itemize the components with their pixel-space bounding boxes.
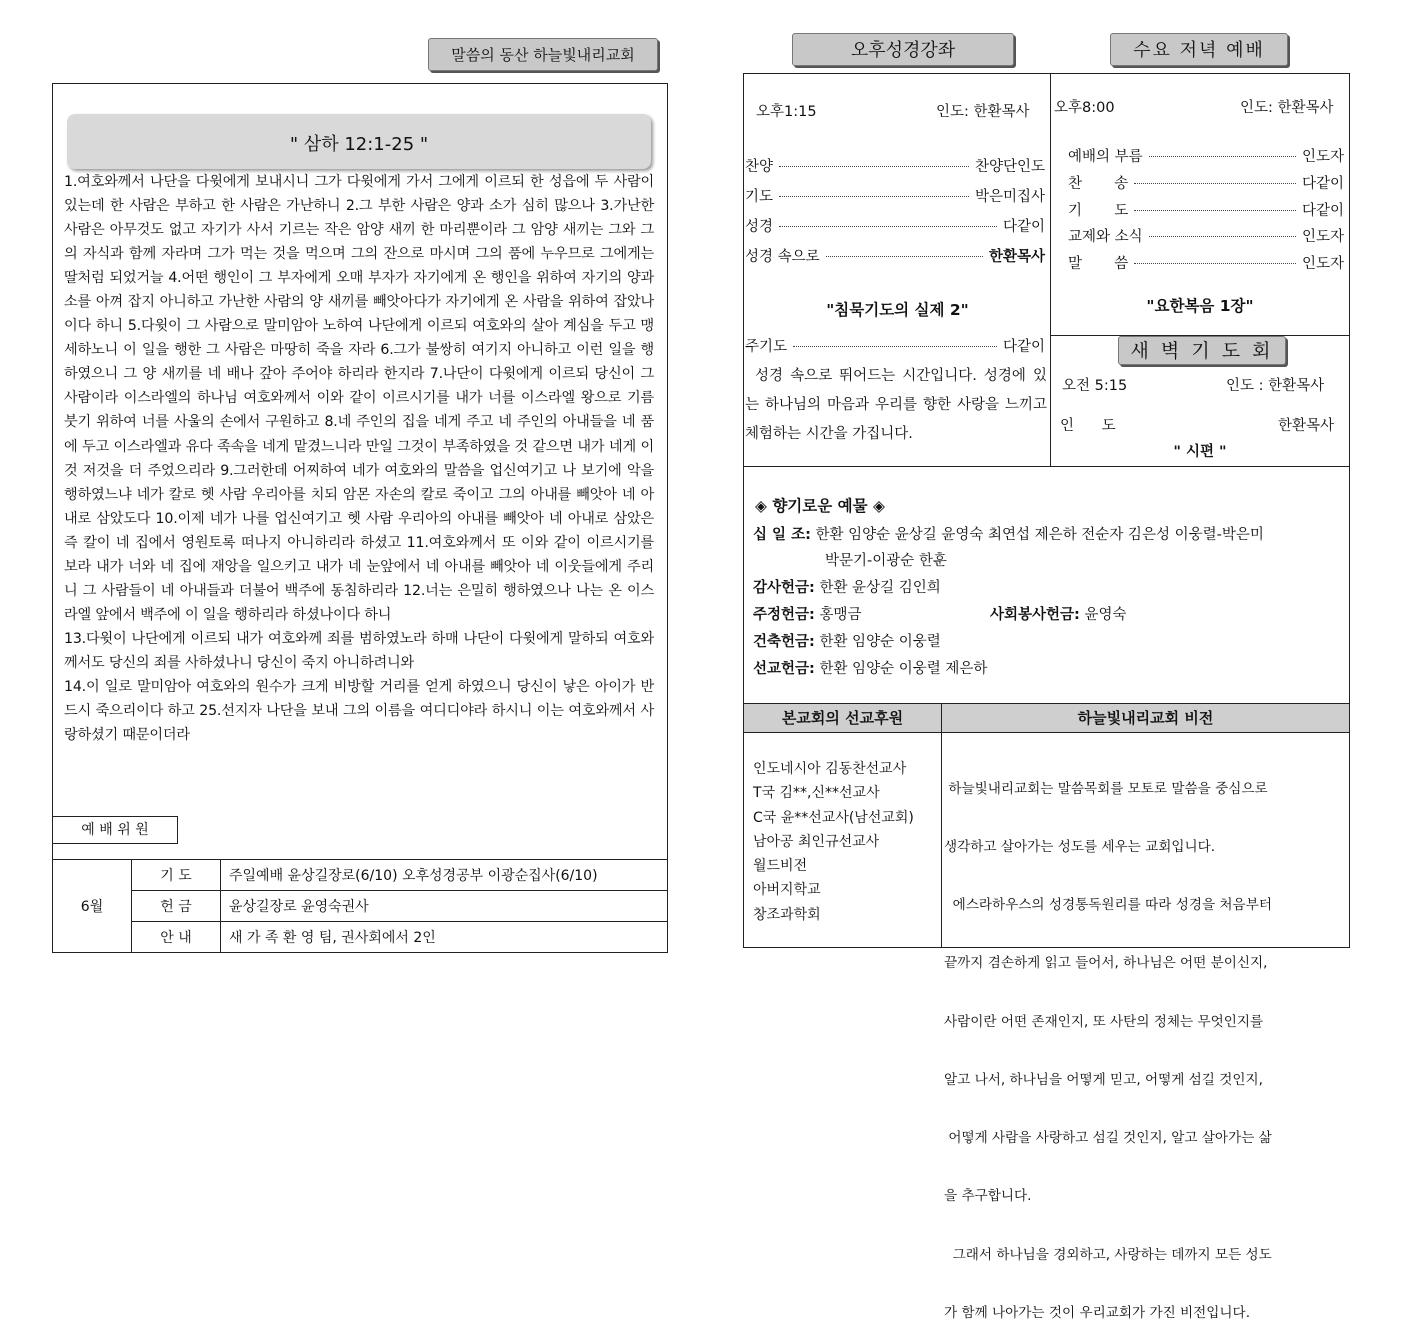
afternoon-sermon: "침묵기도의 실제 2" bbox=[826, 301, 969, 319]
dawn-title-pill bbox=[1118, 336, 1286, 365]
scripture-text bbox=[64, 170, 654, 747]
item-label: 주기도 bbox=[745, 339, 788, 355]
mission-row bbox=[753, 657, 987, 678]
tithe-label: 십 일 조: bbox=[753, 527, 811, 543]
list-item: 월드비전 bbox=[753, 858, 808, 875]
wednesday-item bbox=[1068, 225, 1344, 246]
weekly-label: 주정헌금: bbox=[753, 607, 815, 623]
item-label: 성경 bbox=[745, 219, 774, 235]
schedule-table bbox=[52, 859, 668, 953]
table-row bbox=[53, 922, 668, 953]
vision-header: 하늘빛내리교회 비전 bbox=[941, 703, 1350, 733]
thanks-names: 한환 윤상길 김인희 bbox=[819, 580, 941, 596]
table-row bbox=[53, 891, 668, 922]
item-label: 기 도 bbox=[1068, 203, 1129, 219]
vision-text bbox=[944, 741, 1348, 1343]
item-label: 기도 bbox=[745, 189, 774, 205]
worship-committee-label-box bbox=[52, 816, 178, 844]
afternoon-item bbox=[745, 215, 1045, 236]
wednesday-time: 오후8:00 bbox=[1054, 100, 1115, 116]
wednesday-item bbox=[1068, 252, 1344, 273]
vision-line: 생각하고 살아가는 성도를 세우는 교회입니다. bbox=[944, 839, 1216, 856]
church-banner bbox=[428, 38, 658, 71]
item-value: 한환목사 bbox=[988, 249, 1045, 265]
item-label: 말 씀 bbox=[1068, 256, 1129, 272]
list-item: 창조과학회 bbox=[753, 906, 821, 923]
list-item: 아버지학교 bbox=[753, 882, 821, 899]
vision-line: 알고 나서, 하나님을 어떻게 믿고, 어떻게 섬길 것인지, bbox=[944, 1071, 1263, 1088]
list-item: C국 윤**선교사(남선교회) bbox=[753, 809, 914, 826]
vision-line: 어떻게 사람을 사랑하고 섬길 것인지, 알고 살아가는 삶 bbox=[944, 1130, 1272, 1147]
scripture-paragraph: 14.이 일로 말미암아 여호와의 원수가 크게 비방할 거리를 얻게 하였으니 당신이 낳은 아이가 반드시 죽으리이다 하고 25.선지자 나단을 보내 그의 이름을 여디디야라 하시니 이는 여호와께서 사랑하셨기 때문이더라 bbox=[64, 678, 654, 744]
wednesday-item bbox=[1068, 145, 1344, 166]
item-label: 찬양 bbox=[745, 159, 774, 175]
social-label: 사회봉사헌금: bbox=[990, 607, 1080, 623]
table-row bbox=[53, 860, 668, 891]
dawn-leader: 인도 : 한환목사 bbox=[1226, 378, 1325, 394]
item-label: 교제와 소식 bbox=[1068, 229, 1143, 245]
afternoon-title: 오후성경강좌 bbox=[850, 40, 956, 61]
list-item: 인도네시아 김동찬선교사 bbox=[753, 761, 907, 777]
building-names: 한환 임양순 이웅렬 bbox=[819, 634, 941, 650]
bottom-divider bbox=[941, 733, 942, 948]
list-item: 남아공 최인규선교사 bbox=[753, 833, 880, 850]
item-value: 인도자 bbox=[1301, 229, 1344, 245]
weekly-names: 홍맹금 bbox=[819, 607, 862, 623]
item-value: 찬양단인도 bbox=[974, 159, 1045, 175]
vision-line: 사람이란 어떤 존재인지, 또 사탄의 정체는 무엇인지를 bbox=[944, 1013, 1264, 1030]
wednesday-title: 수요 저녁 예배 bbox=[1133, 40, 1265, 61]
building-label: 건축헌금: bbox=[753, 634, 815, 650]
afternoon-item bbox=[745, 185, 1045, 206]
item-value: 인도자 bbox=[1301, 149, 1344, 165]
thanks-row bbox=[753, 576, 941, 597]
detail-cell: 새 가 족 환 영 팀, 권사회에서 2인 bbox=[221, 922, 668, 953]
item-value: 다같이 bbox=[1002, 339, 1045, 355]
afternoon-time: 오후1:15 bbox=[756, 104, 817, 120]
vision-line: 에스라하우스의 성경통독원리를 따라 성경을 처음부터 bbox=[944, 897, 1272, 914]
item-value: 다같이 bbox=[1002, 219, 1045, 235]
passage-title: " 삼하 12:1-25 " bbox=[289, 134, 429, 155]
church-banner-text: 말씀의 동산 하늘빛내리교회 bbox=[451, 46, 635, 64]
afternoon-item bbox=[745, 155, 1045, 176]
mission-support-header: 본교회의 선교후원 bbox=[743, 703, 942, 733]
item-value: 박은미집사 bbox=[974, 189, 1045, 205]
offerings-title: ◈ 향기로운 예물 ◈ bbox=[755, 497, 885, 515]
item-value: 다같이 bbox=[1301, 176, 1344, 192]
building-row bbox=[753, 630, 941, 651]
horizontal-divider bbox=[743, 466, 1350, 467]
role-cell: 기 도 bbox=[132, 860, 221, 891]
dawn-time: 오전 5:15 bbox=[1062, 378, 1128, 394]
list-item: T국 김**,신**선교사 bbox=[753, 785, 880, 802]
social-row bbox=[990, 603, 1126, 624]
afternoon-title-pill bbox=[792, 33, 1014, 66]
scripture-paragraph: 1.여호와께서 나단을 다윗에게 보내시니 그가 다윗에게 가서 그에게 이르되 한 성읍에 두 사람이 있는데 한 사람은 부하고 한 사람은 가난하니 2.그 부한 사람은 양과 소가 심히 많으나 3.가난한 사람은 아무것도 없고 자기가 사서 기르는 작은 암양 새끼 한 마리뿐이라 그 암양 새끼는 그와 그의 자식과 함께 자라며 그가 먹는 것을 먹으며 그의 잔으로 마시며 그의 품에 누우므로 그에게는 딸처럼 되었거늘 4.어떤 행인이 그 부자에게 오매 부자가 자기에게 온 행인을 위하여 자기의 양과 소를 아껴 잡지 아니하고 가난한 사람의 양 새끼를 빼앗아다가 자기에게 온 사람을 위하여 잡았나이다 하니 5.다윗이 그 사람으로 말미암아 노하여 나단에게 이르되 여호와의 살아 계심을 두고 맹세하노니 이 일을 행한 그 사람은 마땅히 죽을 자라 6.그가 불쌍히 여기지 아니하고 이런 일을 행하였으니 그 양 새끼를 네 배나 갚아 주어야 하리라 한지라 7.나단이 다윗에게 이르되 당신이 그 사람이라 이스라엘의 하나님 여호와께서 이와 같이 이르시기를 내가 너를 이스라엘 왕으로 기름 붓기 위하여 너를 사울의 손에서 구원하고 8.네 주인의 집을 네게 주고 네 주인의 아내들을 네 품에 두고 이스라엘과 유다 족속을 네게 맡겼느니라 만일 그것이 부족하였을 것 같으면 내가 네게 이것 저것을 더 주었으리라 9.그러한데 어찌하여 네가 여호와의 말씀을 업신여기고 나 보기에 악을 행하였느냐 네가 칼로 헷 사람 우리아를 치되 암몬 자손의 칼로 죽이고 그의 아내를 빼앗아 네 아내로 삼았도다 10.이제 네가 나를 업신여기고 헷 사람 우리아의 아내를 빼앗아 네 아내로 삼았은즉 칼이 네 집에서 영원토록 떠나지 아니하리라 하셨고 11.여호와께서 또 이와 같이 이르시기를 보라 내가 너와 네 집에 재앙을 일으키고 내가 네 눈앞에서 네 아내를 빼앗아 네 이웃들에게 주리니 그 사람들이 네 아내들과 더불어 백주에 동침하리라 12.너는 은밀히 행하였으나 나는 온 이스라엘 앞에서 백주에 이 일을 행하리라 하셨나이다 하니 bbox=[64, 174, 654, 623]
wednesday-sermon: "요한복음 1장" bbox=[1146, 297, 1254, 315]
item-value: 인도자 bbox=[1301, 256, 1344, 272]
wednesday-leader: 인도: 한환목사 bbox=[1240, 100, 1334, 116]
role-cell: 헌 금 bbox=[132, 891, 221, 922]
detail-cell: 주일예배 윤상길장로(6/10) 오후성경공부 이광순집사(6/10) bbox=[221, 860, 668, 891]
dawn-role-label: 인 도 bbox=[1060, 418, 1116, 434]
tithe-row bbox=[753, 523, 1264, 544]
item-value: 다같이 bbox=[1301, 203, 1344, 219]
wednesday-title-pill bbox=[1110, 33, 1288, 66]
dawn-role-value: 한환목사 bbox=[1278, 418, 1335, 434]
scripture-paragraph: 13.다윗이 나단에게 이르되 내가 여호와께 죄를 범하였노라 하매 나단이 다윗에게 말하되 여호와께서도 당신의 죄를 사하셨나니 당신이 죽지 아니하려니와 bbox=[64, 630, 654, 671]
item-label: 찬 송 bbox=[1068, 176, 1129, 192]
vision-line: 끝까지 겸손하게 읽고 들어서, 하나님은 어떤 분이신지, bbox=[944, 955, 1268, 972]
dawn-sermon: " 시편 " bbox=[1173, 444, 1227, 460]
afternoon-leader: 인도: 한환목사 bbox=[936, 104, 1030, 120]
vision-line: 가 함께 나아가는 것이 우리교회가 가진 비전입니다. bbox=[944, 1304, 1251, 1321]
vision-line: 을 추구합니다. bbox=[944, 1188, 1032, 1205]
weekly-row bbox=[753, 603, 861, 624]
afternoon-closing bbox=[745, 335, 1045, 356]
vertical-divider bbox=[1050, 73, 1051, 466]
mission-support-list bbox=[753, 757, 914, 927]
afternoon-item bbox=[745, 245, 1045, 266]
worship-committee-label: 예 배 위 원 bbox=[81, 822, 149, 838]
dawn-title: 새 벽 기 도 회 bbox=[1130, 340, 1274, 362]
mission-label: 선교헌금: bbox=[753, 661, 815, 677]
tithe-names: 한환 임양순 윤상길 윤영숙 최연섭 제은하 전순자 김은성 이웅렬-박은미 bbox=[815, 527, 1264, 543]
tithe-row-continued: 박문기-이광순 한훈 bbox=[825, 553, 947, 569]
wednesday-item bbox=[1068, 172, 1344, 193]
item-label: 예배의 부름 bbox=[1068, 149, 1143, 165]
vision-line: 하늘빛내리교회는 말씀목회를 모토로 말씀을 중심으로 bbox=[944, 780, 1268, 797]
wednesday-item bbox=[1068, 199, 1344, 220]
social-names: 윤영숙 bbox=[1084, 607, 1127, 623]
mission-names: 한환 임양순 이웅렬 제은하 bbox=[819, 661, 988, 677]
vision-line: 그래서 하나님을 경외하고, 사랑하는 데까지 모든 성도 bbox=[944, 1246, 1272, 1263]
afternoon-description: 성경 속으로 뛰어드는 시간입니다. 성경에 있는 하나님의 마음과 우리를 향한 사랑을 느끼고 체험하는 시간을 가집니다. bbox=[745, 368, 1047, 442]
month-cell: 6월 bbox=[53, 860, 132, 953]
role-cell: 안 내 bbox=[132, 922, 221, 953]
thanks-label: 감사헌금: bbox=[753, 580, 815, 596]
detail-cell: 윤상길장로 윤영숙권사 bbox=[221, 891, 668, 922]
item-label: 성경 속으로 bbox=[745, 249, 820, 265]
